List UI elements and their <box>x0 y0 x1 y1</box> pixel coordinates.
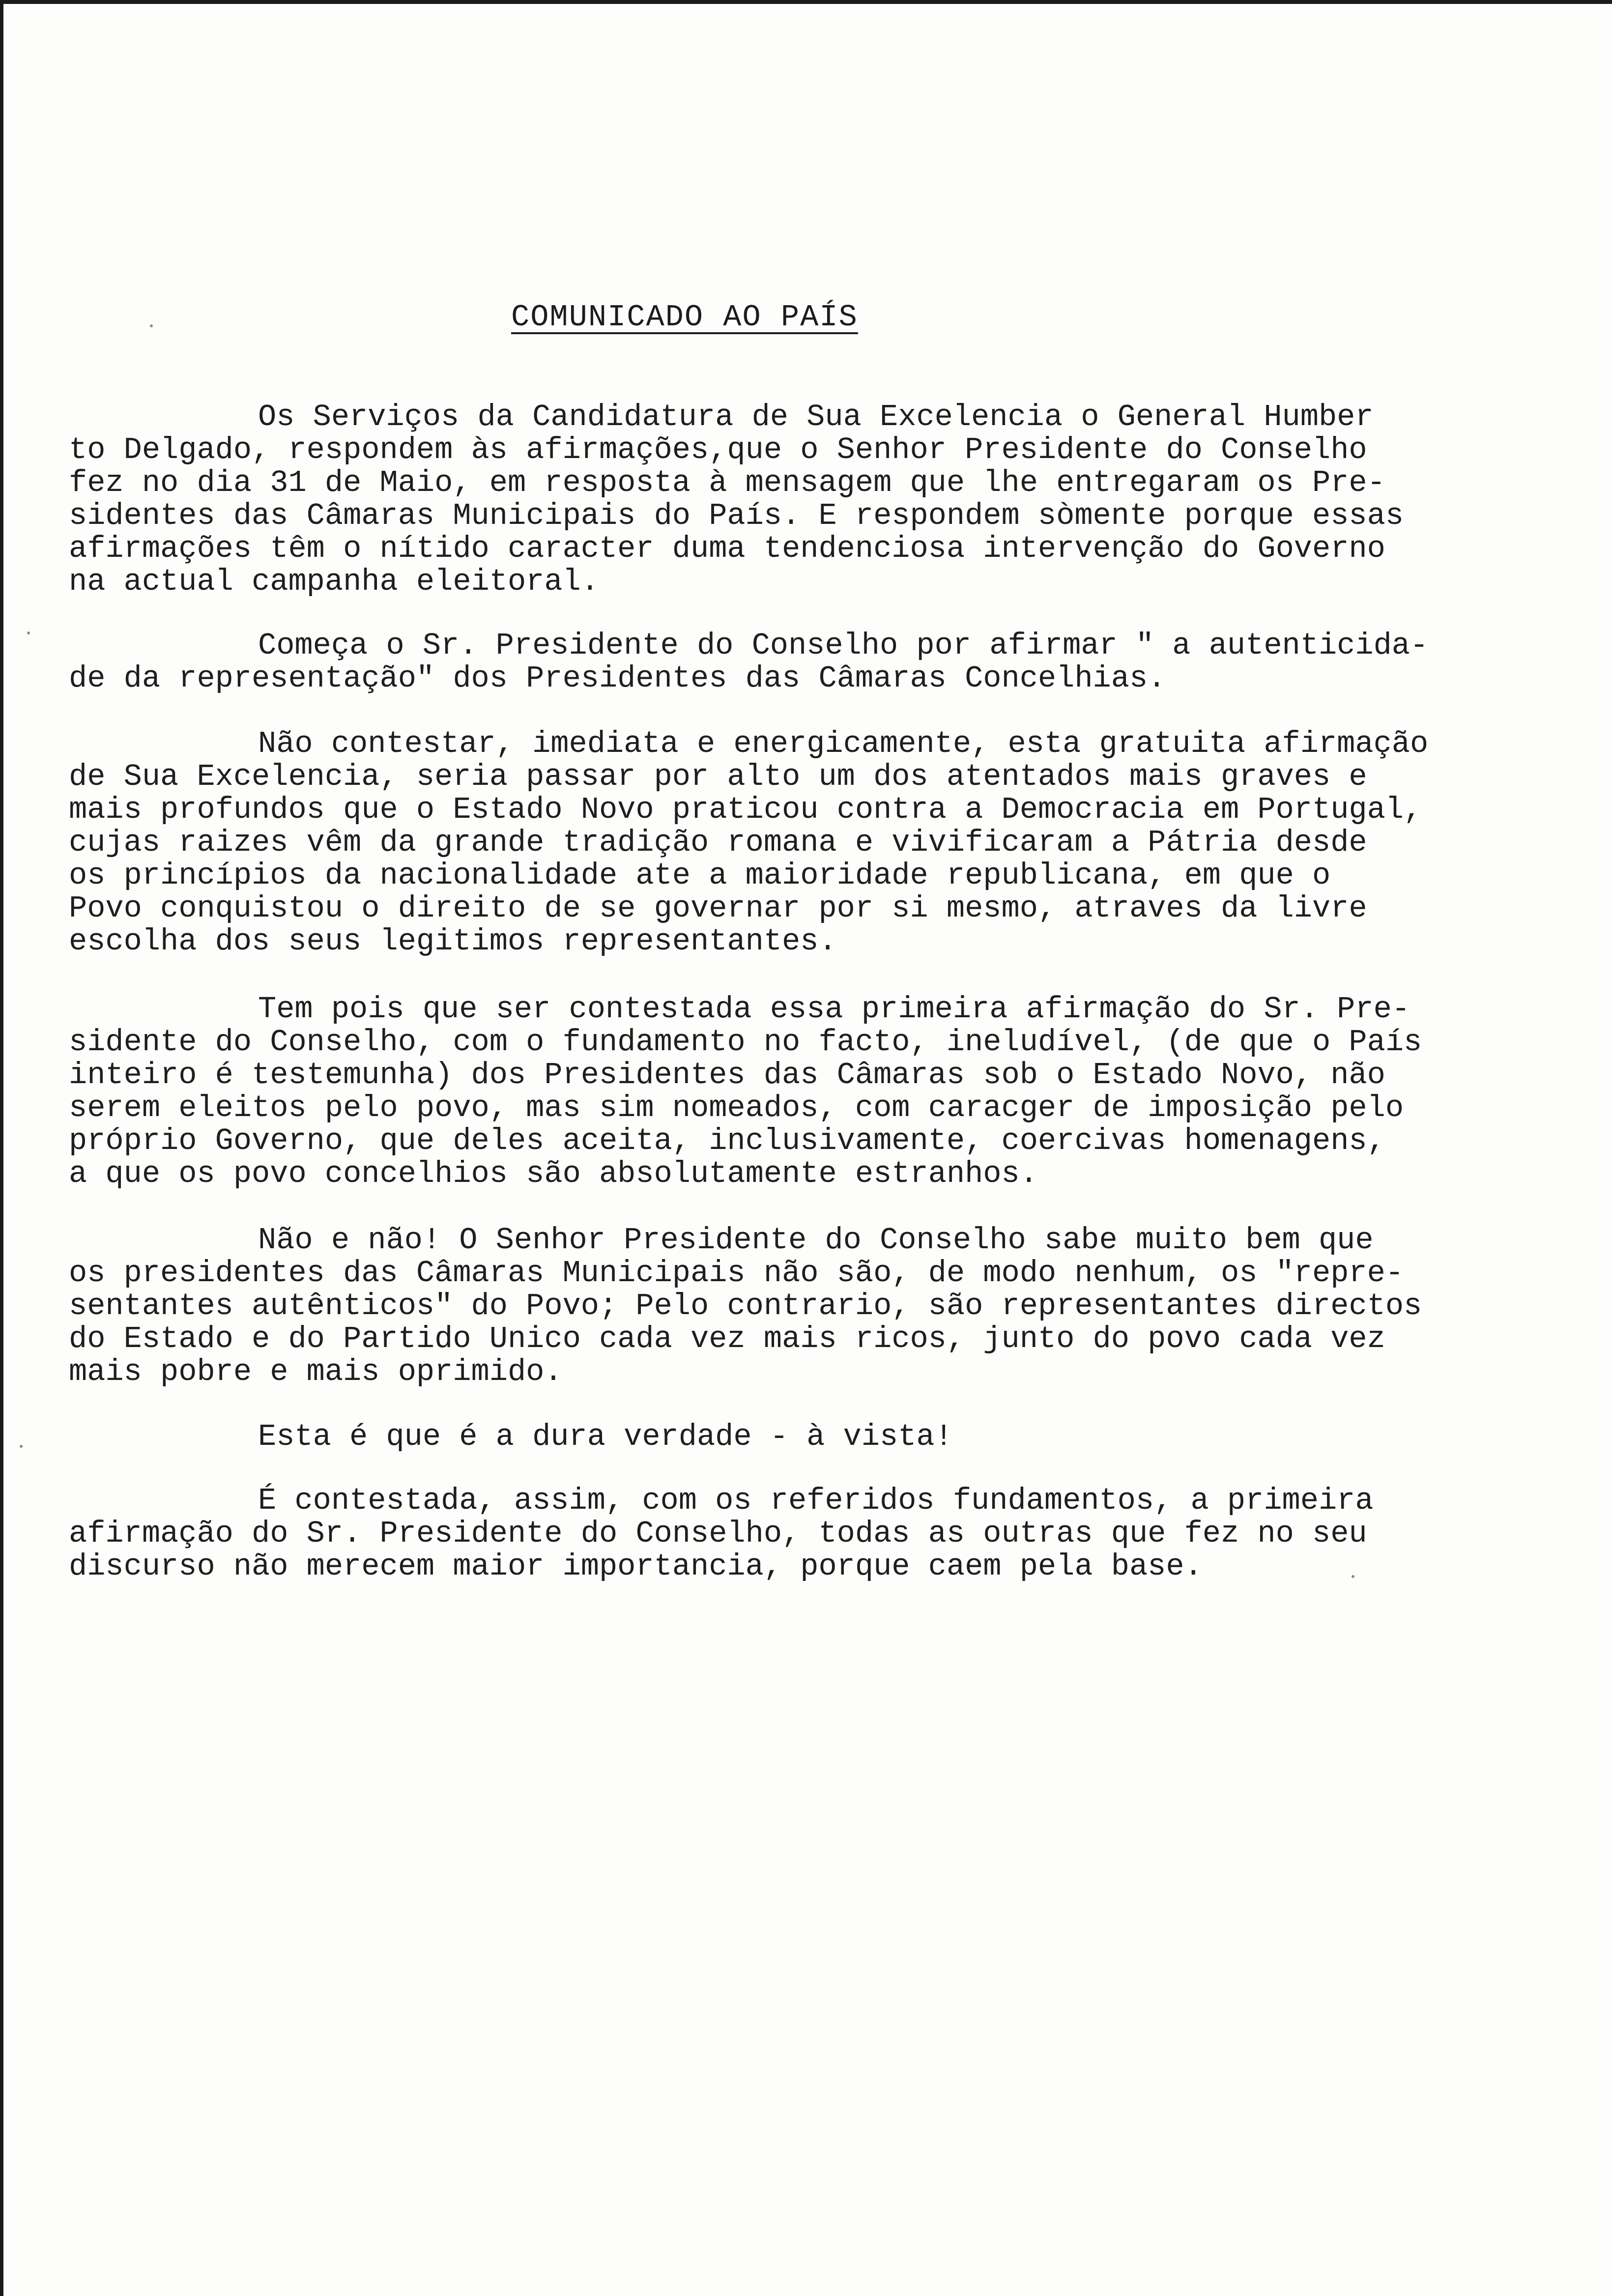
document-title: COMUNICADO AO PAÍS <box>511 300 858 335</box>
text-line: sidentes das Câmaras Municipais do País. E respondem sòmente porque essas <box>69 498 1404 533</box>
paragraph-5 <box>69 1224 1543 1388</box>
text-line: inteiro é testemunha) dos Presidentes das Câmaras sob o Estado Novo, não <box>69 1058 1385 1092</box>
text-line: afirmações têm o nítido caracter duma tendenciosa intervenção do Governo <box>69 531 1385 566</box>
paragraph-3 <box>69 727 1543 958</box>
text-line: mais profundos que o Estado Novo praticou contra a Democracia em Portugal, <box>69 792 1422 827</box>
text-line: mais pobre e mais oprimido. <box>69 1354 563 1389</box>
scan-edge-left <box>0 0 3 2296</box>
text-line: fez no dia 31 de Maio, em resposta à mensagem que lhe entregaram os Pre- <box>69 465 1385 500</box>
text-line: Esta é que é a dura verdade - à vista! <box>258 1419 953 1454</box>
scan-edge-top <box>0 0 1612 4</box>
text-line: sidente do Conselho, com o fundamento no facto, ineludível, (de que o País <box>69 1025 1422 1060</box>
text-line: sentantes autênticos" do Povo; Pelo contrario, são representantes directos <box>69 1289 1422 1323</box>
text-line: de Sua Excelencia, seria passar por alto um dos atentados mais graves e <box>69 759 1367 794</box>
text-line: Não contestar, imediata e energicamente, esta gratuita afirmação <box>258 726 1429 761</box>
text-line: os presidentes das Câmaras Municipais não são, de modo nenhum, os "repre- <box>69 1256 1404 1291</box>
paragraph-7 <box>69 1484 1543 1583</box>
text-line: Começa o Sr. Presidente do Conselho por afirmar " a autenticida- <box>258 628 1429 663</box>
text-line: to Delgado, respondem às afirmações,que o Senhor Presidente do Conselho <box>69 432 1367 467</box>
scan-speck <box>20 1445 23 1448</box>
text-line: a que os povo concelhios são absolutamente estranhos. <box>69 1156 1038 1191</box>
scan-speck <box>27 631 30 634</box>
text-line: Os Serviços da Candidatura de Sua Excelencia o General Humber <box>258 400 1374 434</box>
text-line: na actual campanha eleitoral. <box>69 564 599 599</box>
scan-speck <box>150 324 153 327</box>
text-line: de da representação" dos Presidentes das Câmaras Concelhias. <box>69 661 1166 696</box>
paragraph-4 <box>69 993 1543 1190</box>
text-line: cujas raizes vêm da grande tradição romana e vivificaram a Pátria desde <box>69 825 1367 860</box>
text-line: os princípios da nacionalidade ate a maioridade republicana, em que o <box>69 858 1331 893</box>
paragraph-2 <box>69 629 1543 695</box>
text-line: Não e não! O Senhor Presidente do Conselho sabe muito bem que <box>258 1223 1374 1258</box>
text-line: É contestada, assim, com os referidos fundamentos, a primeira <box>258 1483 1374 1518</box>
text-line: Tem pois que ser contestada essa primeira afirmação do Sr. Pre- <box>258 992 1410 1027</box>
paragraph-6 <box>69 1420 1543 1453</box>
text-line: afirmação do Sr. Presidente do Conselho, todas as outras que fez no seu <box>69 1516 1367 1551</box>
text-line: discurso não merecem maior importancia, porque caem pela base. <box>69 1549 1203 1584</box>
text-line: Povo conquistou o direito de se governar por si mesmo, atraves da livre <box>69 891 1367 926</box>
text-line: serem eleitos pelo povo, mas sim nomeados, com caracger de imposição pelo <box>69 1091 1404 1125</box>
text-line: escolha dos seus legitimos representantes. <box>69 924 837 959</box>
text-line: próprio Governo, que deles aceita, inclusivamente, coercivas homenagens, <box>69 1123 1385 1158</box>
paragraph-1 <box>69 401 1543 598</box>
text-line: do Estado e do Partido Unico cada vez mais ricos, junto do povo cada vez <box>69 1321 1385 1356</box>
